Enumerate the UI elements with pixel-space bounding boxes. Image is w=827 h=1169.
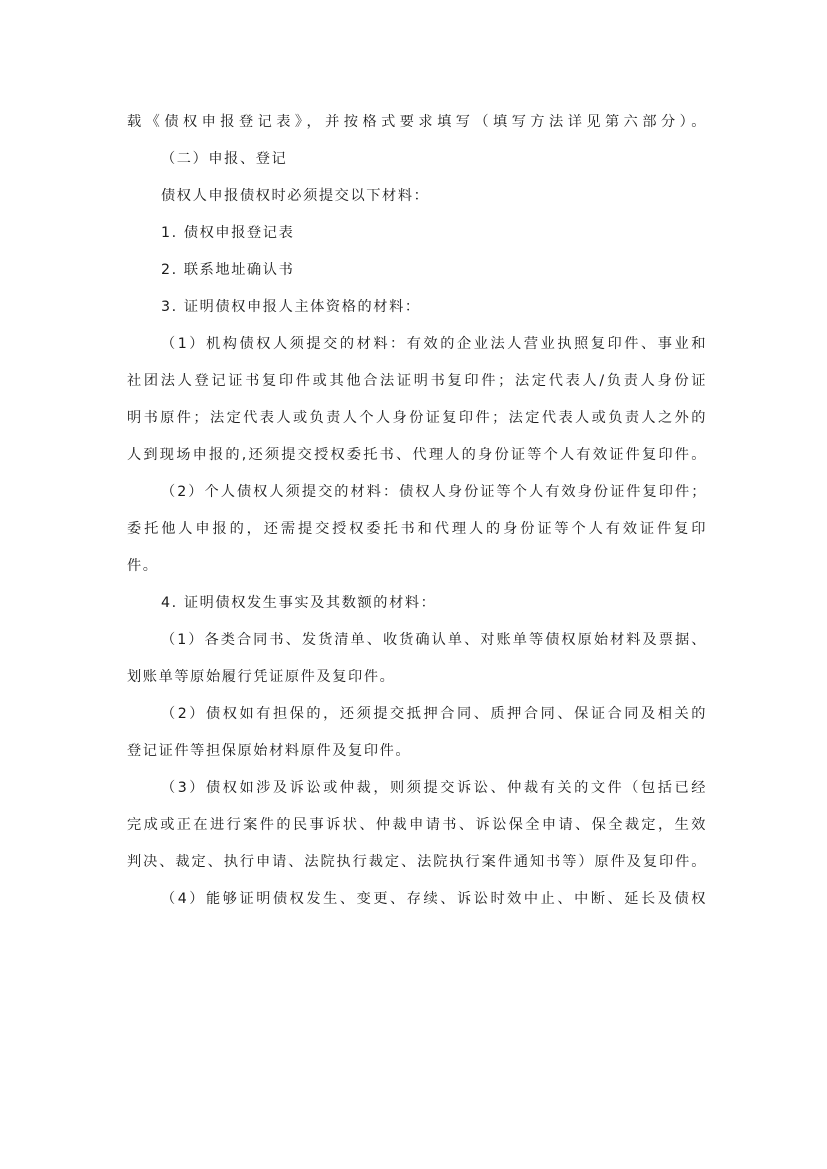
text-line: （1）机构债权人须提交的材料：有效的企业法人营业执照复印件、事业和	[161, 336, 707, 352]
text-line: （2）个人债权人须提交的材料：债权人身份证等个人有效身份证件复印件；	[161, 484, 707, 500]
text-line: 明书原件；法定代表人或负责人个人身份证复印件；法定代表人或负责人之外的	[127, 410, 707, 426]
document-body	[127, 104, 707, 918]
text-line: （2）债权如有担保的，还须提交抵押合同、质押合同、保证合同及相关的	[161, 706, 707, 722]
list-item: 2. 联系地址确认书	[161, 262, 295, 278]
text-line: 划账单等原始履行凭证原件及复印件。	[127, 669, 396, 685]
list-item: 1. 债权申报登记表	[161, 225, 295, 241]
text-line: 委托他人申报的，还需提交授权委托书和代理人的身份证等个人有效证件复印	[127, 521, 707, 537]
text-line: 判决、裁定、执行申请、法院执行裁定、法院执行案件通知书等）原件及复印件。	[127, 854, 707, 870]
text-line: 件。	[127, 558, 159, 574]
text-line: 登记证件等担保原始材料原件及复印件。	[127, 743, 412, 759]
text-line: 完成或正在进行案件的民事诉状、仲裁申请书、诉讼保全申请、保全裁定，生效	[127, 817, 707, 833]
list-item: 4. 证明债权发生事实及其数额的材料：	[161, 595, 437, 611]
text-line: 社团法人登记证书复印件或其他合法证明书复印件；法定代表人/负责人身份证	[127, 373, 707, 389]
text-line: （1）各类合同书、发货清单、收货确认单、对账单等债权原始材料及票据、	[161, 632, 707, 648]
text-line: 债权人申报债权时必须提交以下材料：	[161, 188, 430, 204]
text-line: 载《债权申报登记表》，并按格式要求填写（填写方法详见第六部分）。	[127, 114, 707, 130]
text-line: （3）债权如涉及诉讼或仲裁，则须提交诉讼、仲裁有关的文件（包括已经	[161, 780, 707, 796]
text-line: 人到现场申报的,还须提交授权委托书、代理人的身份证等个人有效证件复印件。	[127, 447, 707, 463]
section-heading: （二）申报、登记	[161, 151, 288, 167]
list-item: 3. 证明债权申报人主体资格的材料：	[161, 299, 421, 315]
text-line: （4）能够证明债权发生、变更、存续、诉讼时效中止、中断、延长及债权	[161, 891, 707, 907]
